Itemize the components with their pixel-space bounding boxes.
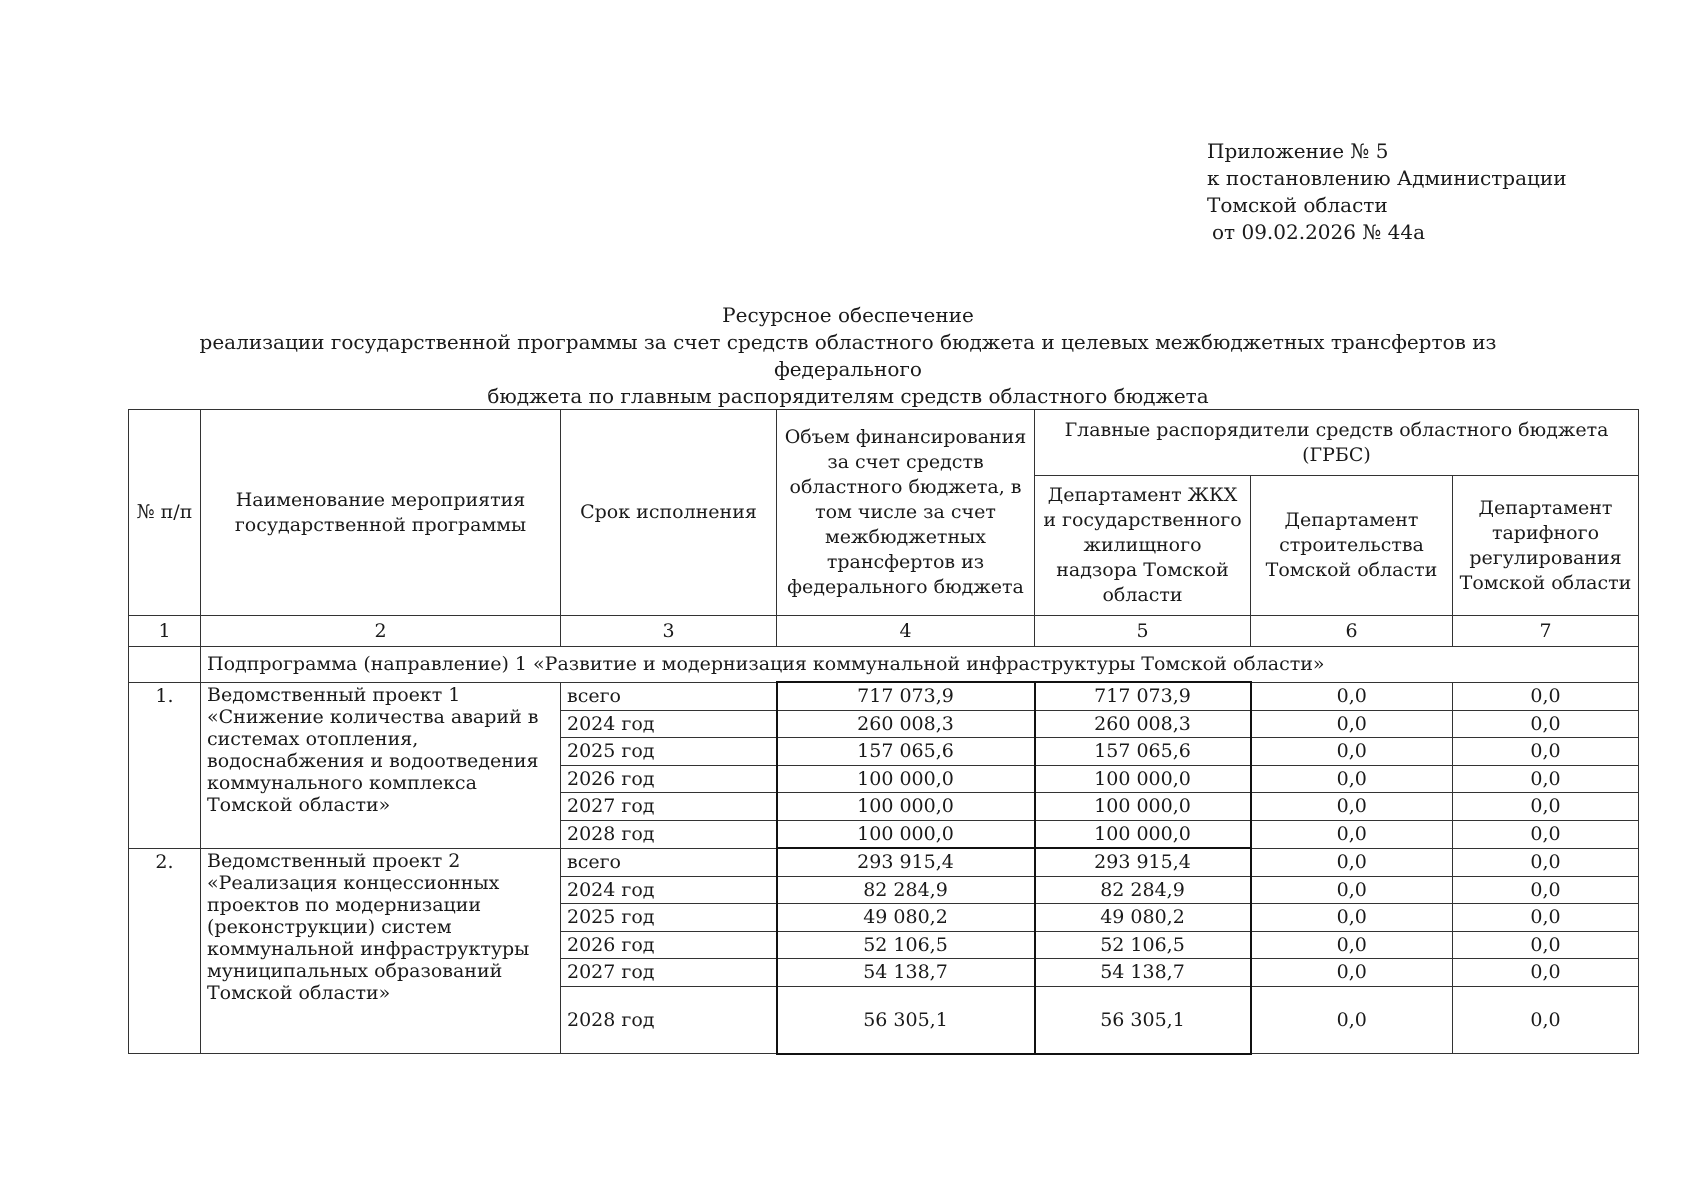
dept-zhkh-cell: 52 106,5 (1035, 931, 1251, 959)
dept-construction-cell: 0,0 (1251, 876, 1453, 904)
dept-tariff-cell: 0,0 (1453, 986, 1639, 1054)
dept-tariff-cell: 0,0 (1453, 904, 1639, 932)
term-cell: 2025 год (561, 738, 777, 766)
dept-tariff-cell: 0,0 (1453, 848, 1639, 876)
dept-construction-cell: 0,0 (1251, 682, 1453, 710)
volume-cell: 100 000,0 (777, 820, 1035, 848)
volume-cell: 717 073,9 (777, 682, 1035, 710)
appendix-number: Приложение № 5 (1207, 139, 1389, 163)
volume-cell: 100 000,0 (777, 765, 1035, 793)
project-index: 2. (129, 848, 201, 1054)
column-number: 2 (201, 616, 561, 647)
header-grbs: Главные распорядители средств областного бюджета (ГРБС) (1035, 410, 1639, 476)
dept-zhkh-cell: 100 000,0 (1035, 793, 1251, 821)
dept-tariff-cell: 0,0 (1453, 931, 1639, 959)
dept-tariff-cell: 0,0 (1453, 765, 1639, 793)
volume-cell: 56 305,1 (777, 986, 1035, 1054)
subprogram-row (129, 647, 1639, 683)
subprogram-title: Подпрограмма (направление) 1 «Развитие и модернизация коммунальной инфраструктуры Томской области» (201, 647, 1639, 683)
dept-construction-cell: 0,0 (1251, 848, 1453, 876)
term-cell: всего (561, 848, 777, 876)
appendix-block (1207, 138, 1567, 246)
volume-cell: 54 138,7 (777, 959, 1035, 987)
volume-cell: 293 915,4 (777, 848, 1035, 876)
dept-construction-cell: 0,0 (1251, 931, 1453, 959)
dept-tariff-cell: 0,0 (1453, 682, 1639, 710)
appendix-date: от 09.02.2026 № 44а (1212, 220, 1425, 244)
title-line-3: бюджета по главным распорядителям средств областного бюджета (487, 384, 1209, 408)
column-number: 1 (129, 616, 201, 647)
term-cell: 2027 год (561, 793, 777, 821)
dept-construction-cell: 0,0 (1251, 765, 1453, 793)
dept-zhkh-cell: 82 284,9 (1035, 876, 1251, 904)
dept-construction-cell: 0,0 (1251, 738, 1453, 766)
dept-construction-cell: 0,0 (1251, 986, 1453, 1054)
dept-construction-cell: 0,0 (1251, 710, 1453, 738)
header-dept-zhkh: Департамент ЖКХ и государственного жилищного надзора Томской области (1035, 476, 1251, 616)
appendix-region: Томской области (1207, 193, 1388, 217)
volume-cell: 100 000,0 (777, 793, 1035, 821)
project-index: 1. (129, 682, 201, 848)
appendix-resolution: к постановлению Администрации (1207, 166, 1567, 190)
header-volume: Объем финансирования за счет средств областного бюджета, в том числе за счет межбюджетных трансфертов из федерального бюджета (777, 410, 1035, 616)
term-cell: 2026 год (561, 931, 777, 959)
dept-construction-cell: 0,0 (1251, 904, 1453, 932)
column-number: 5 (1035, 616, 1251, 647)
volume-cell: 157 065,6 (777, 738, 1035, 766)
column-number: 3 (561, 616, 777, 647)
project-name: Ведомственный проект 2 «Реализация концессионных проектов по модернизации (реконструкции) систем коммунальной инфраструктуры муниципальных образований Томской области» (201, 848, 561, 1054)
header-term: Срок исполнения (561, 410, 777, 616)
dept-zhkh-cell: 157 065,6 (1035, 738, 1251, 766)
term-cell: 2024 год (561, 876, 777, 904)
title-line-1: Ресурсное обеспечение (722, 303, 974, 327)
dept-construction-cell: 0,0 (1251, 793, 1453, 821)
dept-tariff-cell: 0,0 (1453, 959, 1639, 987)
header-num: № п/п (129, 410, 201, 616)
dept-zhkh-cell: 717 073,9 (1035, 682, 1251, 710)
dept-zhkh-cell: 293 915,4 (1035, 848, 1251, 876)
dept-construction-cell: 0,0 (1251, 820, 1453, 848)
volume-cell: 49 080,2 (777, 904, 1035, 932)
dept-zhkh-cell: 56 305,1 (1035, 986, 1251, 1054)
budget-table (128, 409, 1639, 1055)
column-number: 4 (777, 616, 1035, 647)
term-cell: 2025 год (561, 904, 777, 932)
column-number: 7 (1453, 616, 1639, 647)
table-row (129, 682, 1639, 710)
dept-zhkh-cell: 100 000,0 (1035, 765, 1251, 793)
term-cell: 2027 год (561, 959, 777, 987)
dept-zhkh-cell: 54 138,7 (1035, 959, 1251, 987)
header-dept-tariff: Департамент тарифного регулирования Томской области (1453, 476, 1639, 616)
term-cell: 2024 год (561, 710, 777, 738)
column-numbers-row (129, 616, 1639, 647)
dept-tariff-cell: 0,0 (1453, 793, 1639, 821)
project-name: Ведомственный проект 1 «Снижение количества аварий в системах отопления, водоснабжения и водоотведения коммунального комплекса Томской области» (201, 682, 561, 848)
title-line-2: реализации государственной программы за счет средств областного бюджета и целевых межбюджетных трансфертов из федерального (199, 330, 1497, 381)
document-title (128, 302, 1568, 410)
volume-cell: 82 284,9 (777, 876, 1035, 904)
column-number: 6 (1251, 616, 1453, 647)
volume-cell: 52 106,5 (777, 931, 1035, 959)
dept-zhkh-cell: 100 000,0 (1035, 820, 1251, 848)
volume-cell: 260 008,3 (777, 710, 1035, 738)
dept-construction-cell: 0,0 (1251, 959, 1453, 987)
header-dept-construction: Департамент строительства Томской области (1251, 476, 1453, 616)
term-cell: 2028 год (561, 986, 777, 1054)
term-cell: всего (561, 682, 777, 710)
dept-zhkh-cell: 260 008,3 (1035, 710, 1251, 738)
term-cell: 2026 год (561, 765, 777, 793)
table-row (129, 848, 1639, 876)
dept-tariff-cell: 0,0 (1453, 820, 1639, 848)
term-cell: 2028 год (561, 820, 777, 848)
dept-tariff-cell: 0,0 (1453, 710, 1639, 738)
dept-zhkh-cell: 49 080,2 (1035, 904, 1251, 932)
dept-tariff-cell: 0,0 (1453, 876, 1639, 904)
dept-tariff-cell: 0,0 (1453, 738, 1639, 766)
header-name: Наименование мероприятия государственной программы (201, 410, 561, 616)
